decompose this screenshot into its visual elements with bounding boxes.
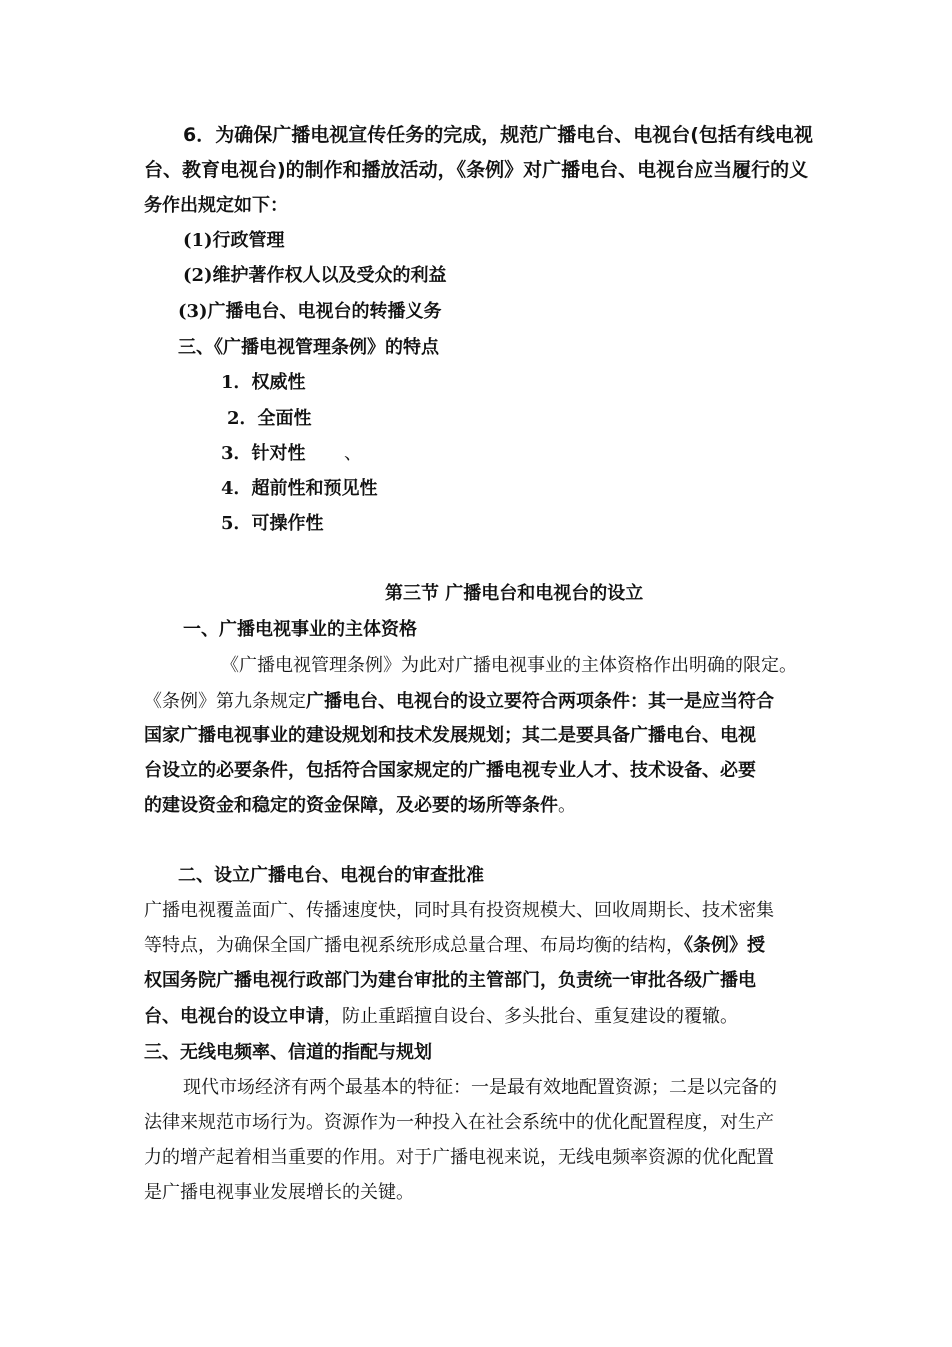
section-title: 第三节 广播电台和电视台的设立 [385,583,644,604]
part3-heading: 三、无线电频率、信道的指配与规划 [144,1042,432,1063]
features-heading: 三、《广播电视管理条例》的特点 [178,337,439,358]
part1-line5-bold: 的建设资金和稳定的资金保障，及必要的场所等条件 [144,795,558,816]
stray-punctuation: 、 [344,443,362,464]
item6-line2: 台、教育电视台)的制作和播放活动，《条例》对广播电台、电视台应当履行的义 [144,159,809,181]
feature-item-2: 2．全面性 [227,408,312,429]
part2-line4 [144,1005,738,1029]
part3-line4: 是广播电视事业发展增长的关键。 [144,1182,414,1203]
part1-line4: 台设立的必要条件，包括符合国家规定的广播电视专业人才、技术设备、必要 [144,760,756,781]
part1-heading: 一、广播电视事业的主体资格 [183,619,417,640]
feature-item-3: 3．针对性 [221,443,306,464]
part2-line2-bold: 《条例》授 [684,935,765,956]
part3-line2: 法律来规范市场行为。资源作为一种投入在社会系统中的优化配置程度，对生产 [144,1112,774,1133]
part2-line4-bold: 台、电视台的设立申请 [144,1006,324,1027]
part2-line1: 广播电视覆盖面广、传播速度快，同时具有投资规模大、回收周期长、技术密集 [144,900,774,921]
item6-sub-2: (2)维护著作权人以及受众的利益 [183,265,447,286]
part3-line3: 力的增产起着相当重要的作用。对于广播电视来说，无线电频率资源的优化配置 [144,1147,774,1168]
feature-item-1: 1．权威性 [221,372,306,393]
feature-item-4: 4．超前性和预见性 [221,478,378,499]
item6-line3: 务作出规定如下： [144,195,288,216]
part2-line2-normal: 等特点，为确保全国广播电视系统形成总量合理、布局均衡的结构， [144,935,684,956]
part1-line2 [144,690,774,714]
part1-line2-bold: 广播电台、电视台的设立要符合两项条件：其一是应当符合 [306,691,774,712]
part1-line3: 国家广播电视事业的建设规划和技术发展规划；其二是要具备广播电台、电视 [144,725,756,746]
part2-line4-normal: ，防止重蹈擅自设台、多头批台、重复建设的覆辙。 [324,1006,738,1027]
part1-line5 [144,794,576,818]
part1-line5-end: 。 [558,795,576,816]
part2-line3: 权国务院广播电视行政部门为建台审批的主管部门，负责统一审批各级广播电 [144,970,756,991]
part1-line2-normal: 《条例》第九条规定 [144,691,306,712]
part2-heading: 二、设立广播电台、电视台的审查批准 [178,865,484,886]
part3-line1: 现代市场经济有两个最基本的特征：一是最有效地配置资源；二是以完备的 [183,1077,777,1098]
part1-line1: 《广播电视管理条例》为此对广播电视事业的主体资格作出明确的限定。 [221,655,797,676]
feature-item-5: 5．可操作性 [221,513,324,534]
item6-line1: 6．为确保广播电视宣传任务的完成，规范广播电台、电视台(包括有线电视 [183,124,813,146]
item6-sub-1: (1)行政管理 [183,230,285,251]
part2-line2 [144,934,765,958]
item6-sub-3: (3)广播电台、电视台的转播义务 [178,301,442,322]
